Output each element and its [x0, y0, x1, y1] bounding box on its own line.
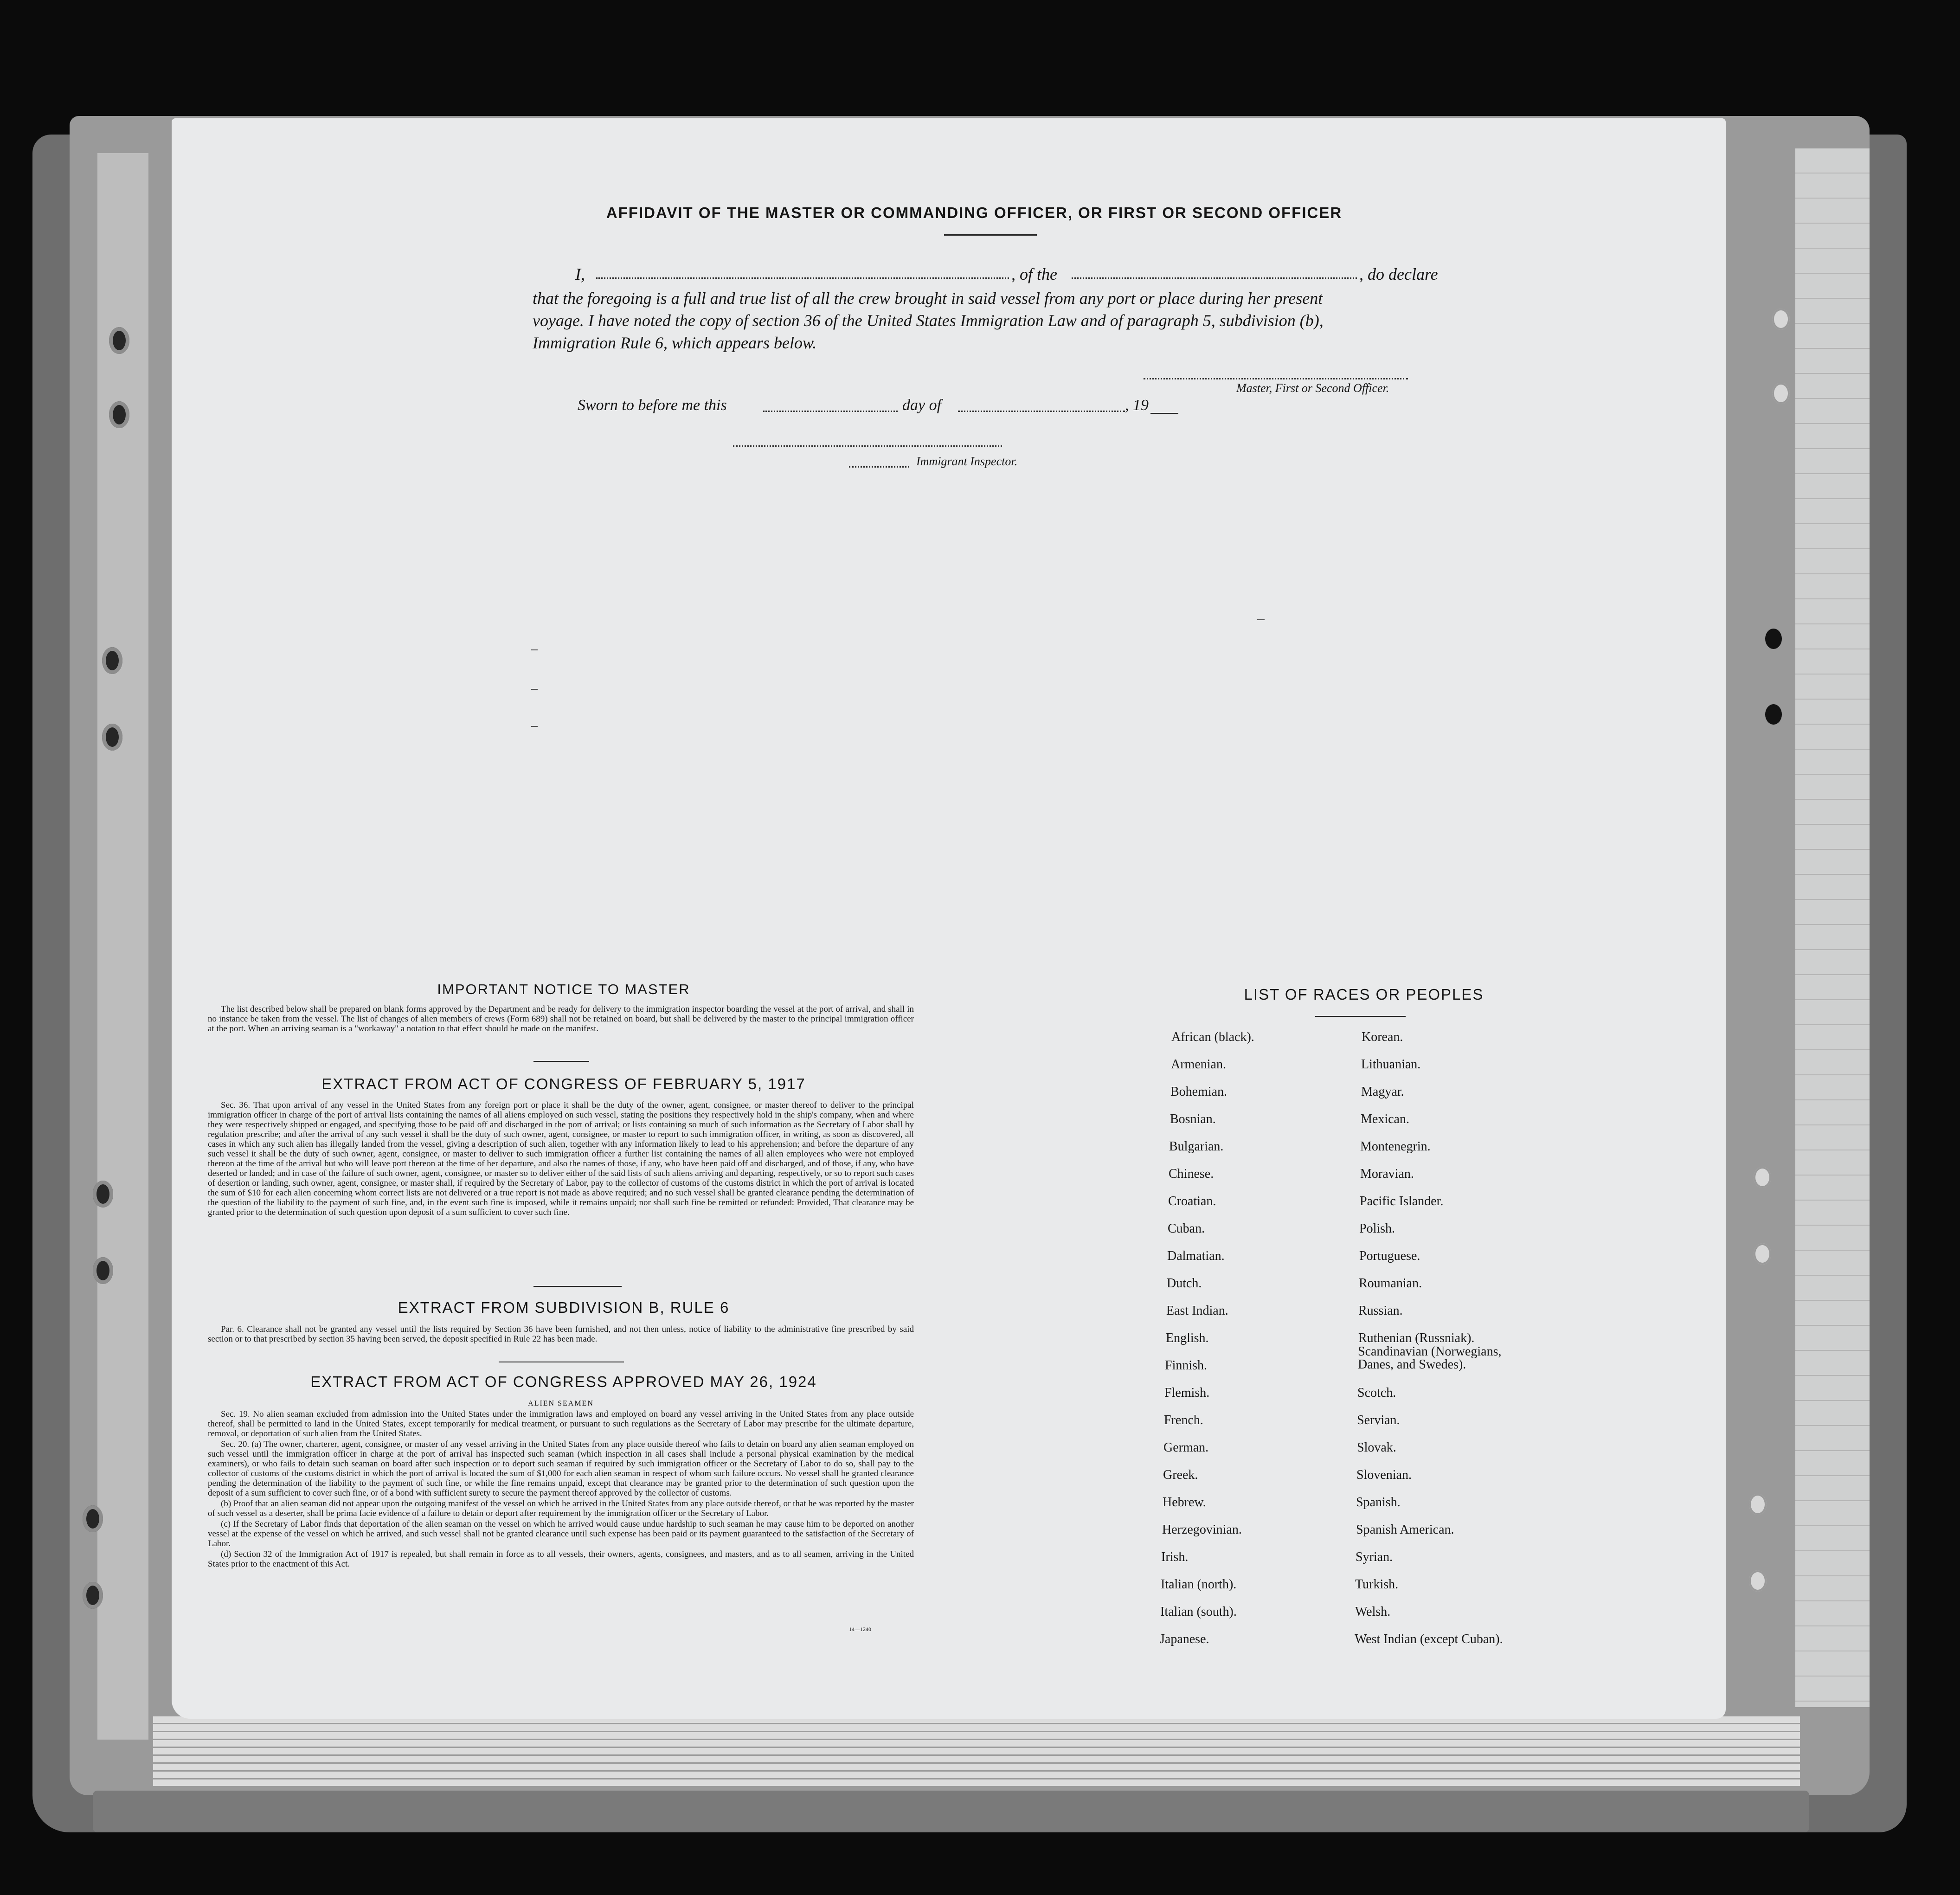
punch-hole-icon	[1749, 1570, 1767, 1592]
race-item: Ruthenian (Russniak).	[1358, 1331, 1475, 1345]
race-item: Finnish.	[1165, 1358, 1208, 1373]
section-rule	[533, 1061, 589, 1062]
notice-body	[208, 1004, 914, 1034]
notice-paragraph: The list described below shall be prepared on blank forms approved by the Department and be ready for delivery to the immigration inspector boarding the vessel at the port of arrival, and shall in no instance be taken from the vessel. The list of changes of alien members of crews (Form 689) shall not be retained on board, but shall be delivered by the master to the principal immigration officer at the port. When an arriving seaman is a "workaway" a notation to that effect should be made on the manifest.	[208, 1004, 914, 1034]
master-label: Master, First or Second Officer.	[1236, 381, 1389, 395]
race-item: West Indian (except Cuban).	[1355, 1632, 1503, 1646]
sworn-month-blank	[958, 411, 1125, 412]
race-item: Armenian.	[1171, 1057, 1226, 1072]
sec-20d-paragraph: (d) Section 32 of the Immigration Act of 1917 is repealed, but shall remain in force as to all vessels, their owners, agents, consignees, and masters, and as to all seamen, arriving in the United States prior to the enactment of this Act.	[208, 1549, 914, 1569]
sworn-day-of: day of	[902, 397, 942, 414]
race-item: Spanish American.	[1356, 1522, 1454, 1537]
race-item: Slovak.	[1357, 1440, 1396, 1455]
inspector-signature-line	[733, 445, 1002, 447]
binder-hole-icon	[109, 401, 129, 428]
ledger-page-edge	[1795, 148, 1870, 1707]
race-item: Bohemian.	[1170, 1085, 1227, 1099]
lower-page-edges	[153, 1716, 1800, 1786]
race-item: Portuguese.	[1359, 1249, 1420, 1263]
affidavit-of-the: , of the	[1011, 265, 1057, 283]
race-item: Italian (south).	[1160, 1605, 1237, 1619]
punch-hole-icon	[1772, 308, 1790, 330]
year-blank	[1150, 413, 1178, 414]
race-item: French.	[1164, 1413, 1203, 1427]
race-item: Russian.	[1358, 1304, 1403, 1318]
inspector-dots	[849, 466, 909, 468]
race-item: Italian (north).	[1161, 1577, 1237, 1592]
race-item: Scandinavian (Norwegians, Danes, and Swedes).	[1358, 1344, 1502, 1372]
race-item: Croatian.	[1168, 1194, 1216, 1208]
punch-hole-icon	[1754, 1243, 1771, 1265]
race-item: Pacific Islander.	[1360, 1194, 1444, 1208]
title-rule	[944, 234, 1037, 236]
form-number: 14—1240	[849, 1626, 871, 1632]
race-item: Spanish.	[1356, 1495, 1401, 1510]
race-item: Herzegovinian.	[1162, 1522, 1242, 1537]
affidavit-i: I,	[575, 265, 585, 283]
binder-hole-icon	[83, 1505, 103, 1532]
act-1924-title: EXTRACT FROM ACT OF CONGRESS APPROVED MAY 26, 1924	[310, 1373, 817, 1390]
race-item: Flemish.	[1164, 1386, 1210, 1400]
race-item: Japanese.	[1160, 1632, 1209, 1646]
stray-mark	[531, 649, 538, 650]
inspector-label: Immigrant Inspector.	[916, 455, 1018, 468]
binder-hole-icon	[102, 724, 122, 751]
stray-mark	[531, 726, 538, 727]
race-item: German.	[1163, 1440, 1209, 1455]
rule-6-body	[208, 1324, 914, 1345]
sec-20b-paragraph: (b) Proof that an alien seaman did not appear upon the outgoing manifest of the vessel on which he arrived in the United States from any place outside thereof, or that he was reported by the master of such vessel as a deserter, shall be prima facie evidence of a failure to detain or deport after requirement by the immigration officer or the Secretary of Labor.	[208, 1499, 914, 1518]
act-1917-body	[208, 1100, 914, 1218]
race-item: Hebrew.	[1163, 1495, 1206, 1510]
race-item: Turkish.	[1355, 1577, 1399, 1592]
act-1924-body	[208, 1399, 914, 1570]
affidavit-line-2: that the foregoing is a full and true list of all the crew brought in said vessel from any port or place during her present	[533, 289, 1323, 308]
race-item: Roumanian.	[1359, 1276, 1422, 1291]
par-6-paragraph: Par. 6. Clearance shall not be granted any vessel until the lists required by Section 36 have been furnished, and not then unless, notice of liability to the administrative fine prescribed by said section or to that prescribed by section 35 having been served, the deposit specified in Rule 22 has been made.	[208, 1324, 914, 1344]
race-item: Bosnian.	[1170, 1112, 1216, 1126]
sworn-prefix: Sworn to before me this	[578, 397, 727, 414]
race-item: East Indian.	[1166, 1304, 1228, 1318]
races-title: LIST OF RACES OR PEOPLES	[1244, 986, 1484, 1003]
race-item: Bulgarian.	[1169, 1139, 1224, 1154]
race-item: Slovenian.	[1356, 1468, 1412, 1482]
name-blank	[596, 277, 1009, 279]
race-item: Syrian.	[1356, 1550, 1393, 1564]
act-1917-title: EXTRACT FROM ACT OF CONGRESS OF FEBRUARY 5, 1917	[321, 1075, 806, 1092]
race-item: Greek.	[1163, 1468, 1198, 1482]
section-36-paragraph: Sec. 36. That upon arrival of any vessel in the United States from any foreign port or place it shall be the duty of the owner, agent, consignee, or master thereof to deliver to the principal immigration officer in charge of the port of arrival lists containing the names of all aliens employed on such vessel, stating the positions they respectively hold in the ship's company, when and where they were respectively shipped or engaged, and specifying those to be paid off and discharged in the port of arrival; or lists containing so much of such information as the Secretary of Labor shall by regulation prescribe; and after the arrival of any such vessel it shall be the duty of such owner, agent, consignee, or master to report to such immigration officer, in writing, as soon as discovered, all cases in which any such alien has illegally landed from the vessel, giving a description of such alien, together with any information likely to lead to his apprehension; and before the departure of any such vessel it shall be the duty of such owner, agent, consignee, or master to deliver to such immigration officer a further list containing the names of all alien employees who were not employed thereon at the time of the arrival but who will leave port thereon at the time of her departure, and also the names of those, if any, who have been paid off and discharged, and of those, if any, who have deserted or landed; and in case of the failure of such owner, agent, consignee, or master so to deliver either of the said lists of such aliens arriving and departing, respectively, or so to report such cases of desertion or landing, such owner, agent, consignee, or master shall, if required by the Secretary of Labor, pay to the collector of customs of the customs district in which the port of arrival is located the sum of $10 for each alien concerning whom correct lists are not delivered or a true report is not made as above required; and no such vessel shall be granted clearance pending the determination of the question of the liability to the payment of such fine, and, in the event such fine is imposed, while it remains unpaid; nor shall such fine be remitted or refunded: Provided, That clearance may be granted prior to the determination of such question upon deposit of a sum sufficient to cover such fine.	[208, 1100, 914, 1217]
punch-hole-icon	[1765, 629, 1782, 649]
sworn-year: , 19	[1125, 397, 1149, 414]
race-item: Lithuanian.	[1361, 1057, 1421, 1072]
race-item: Chinese.	[1169, 1167, 1214, 1181]
rule-6-title: EXTRACT FROM SUBDIVISION B, RULE 6	[398, 1299, 730, 1316]
sec-19-paragraph: Sec. 19. No alien seaman excluded from admission into the United States under the immigration laws and employed on board any vessel arriving in the United States from any place outside thereof, shall be permitted to land in the United States, except temporarily for medical treatment, or pursuant to such regulations as the Secretary of Labor may prescribe for the ultimate departure, removal, or deportation of such alien from the United States.	[208, 1409, 914, 1439]
affidavit-title: AFFIDAVIT OF THE MASTER OR COMMANDING OFFICER, OR FIRST OR SECOND OFFICER	[606, 204, 1343, 221]
frayed-page-bottoms	[93, 1791, 1809, 1832]
vessel-blank	[1072, 277, 1357, 279]
race-item: Scotch.	[1357, 1386, 1396, 1400]
sworn-day-blank	[763, 411, 898, 412]
punch-hole-icon	[1749, 1494, 1767, 1515]
binder-hole-icon	[93, 1257, 113, 1284]
affidavit-do-declare: , do declare	[1359, 265, 1438, 283]
punch-hole-icon	[1772, 383, 1790, 404]
race-item: Irish.	[1161, 1550, 1189, 1564]
section-rule	[533, 1286, 622, 1287]
affidavit-line-3: voyage. I have noted the copy of section 36 of the United States Immigration Law and of paragraph 5, subdivision (b),	[533, 311, 1324, 330]
races-title-rule	[1315, 1016, 1406, 1017]
stray-mark	[531, 689, 538, 690]
affidavit-line-4: Immigration Rule 6, which appears below.	[533, 334, 817, 352]
sec-20c-paragraph: (c) If the Secretary of Labor finds that deportation of the alien seaman on the vessel on which he arrived would cause undue hardship to such seaman he may cause him to be deported on another vessel at the expense of the vessel on which he arrived, and such vessel shall not be granted clearance until such expense has been paid or its payment guaranteed to the satisfaction of the Secretary of Labor.	[208, 1519, 914, 1548]
binder-hole-icon	[109, 327, 129, 354]
race-item: Cuban.	[1168, 1221, 1205, 1236]
binder-hole-icon	[102, 647, 122, 674]
race-item: Mexican.	[1361, 1112, 1409, 1126]
race-item: Servian.	[1357, 1413, 1400, 1427]
binder-hole-icon	[93, 1181, 113, 1208]
punch-hole-icon	[1765, 704, 1782, 725]
notice-title: IMPORTANT NOTICE TO MASTER	[437, 981, 690, 997]
sec-20a-paragraph: Sec. 20. (a) The owner, charterer, agent, consignee, or master of any vessel arriving in the United States from any place outside thereof who fails to detain on board any alien seaman employed on such vessel until the immigration officer in charge at the port of arrival has inspected such seaman (which inspection in all cases shall include a personal physical examination by the medical examiners), or who fails to detain such seaman on board after such inspection or to deport such seaman if required by such immigration officer or the Secretary of Labor to do so, shall pay to the collector of customs of the customs district in which the port of arrival is located the sum of $1,000 for each alien seaman in respect of whom such failure occurs. No vessel shall be granted clearance pending the determination of the liability to the payment of such fine, or while the fine remains unpaid, except that clearance may be granted prior to the determination of such question upon the deposit of a sum sufficient to cover such fine, or of a bond with sufficient surety to secure the payment thereof approved by the collector of customs.	[208, 1439, 914, 1498]
stray-mark	[1257, 619, 1265, 620]
race-item: Dutch.	[1167, 1276, 1202, 1291]
left-page-edge	[97, 153, 148, 1740]
binder-hole-icon	[83, 1582, 103, 1609]
alien-seamen-subtitle: ALIEN SEAMEN	[528, 1400, 594, 1407]
race-item: Magyar.	[1361, 1085, 1404, 1099]
race-item: Moravian.	[1360, 1167, 1414, 1181]
race-item: Welsh.	[1355, 1605, 1391, 1619]
race-item: Dalmatian.	[1167, 1249, 1225, 1263]
race-item: English.	[1166, 1331, 1209, 1345]
master-signature-line	[1144, 378, 1408, 379]
race-item: Polish.	[1359, 1221, 1395, 1236]
race-item: Korean.	[1362, 1030, 1403, 1044]
race-item: Montenegrin.	[1360, 1139, 1431, 1154]
punch-hole-icon	[1754, 1167, 1771, 1188]
race-item: African (black).	[1171, 1030, 1254, 1044]
